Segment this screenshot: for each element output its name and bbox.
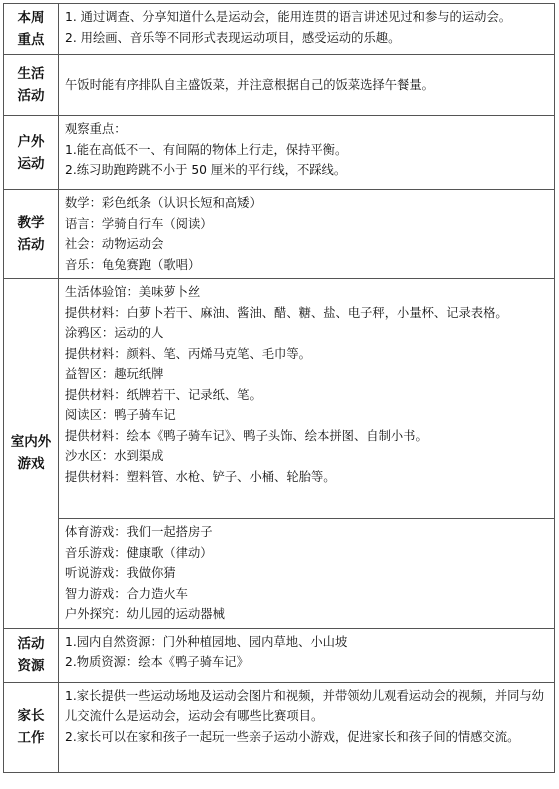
row-daily-life (4, 55, 555, 116)
content-line: 1. 通过调查、分享知道什么是运动会，能用连贯的语言讲述见过和参与的运动会。 (65, 10, 512, 24)
content-line: 沙水区：水到渠成 (65, 449, 164, 463)
content-resources (59, 628, 555, 682)
content-teaching (59, 190, 555, 279)
label-line: 游戏 (17, 456, 45, 473)
content-line: 智力游戏：合力造火车 (65, 586, 188, 601)
content-line: 提供材料：塑料管、水枪、铲子、小桶、轮胎等。 (65, 469, 336, 484)
content-line: 听说游戏：我做你猜 (65, 566, 176, 580)
content-line: 1.家长提供一些运动场地及运动会图片和视频，并带领幼儿观看运动会的视频，并同与幼儿交流什么是运动会，运动会有哪些比赛项目。 (65, 688, 545, 723)
row-resources (4, 628, 555, 682)
label-line: 资源 (17, 658, 45, 674)
row-outdoor (4, 116, 555, 190)
weekly-plan-table (3, 3, 555, 773)
content-line: 1.园内自然资源：门外种植园地、园内草地、小山坡 (65, 634, 348, 649)
label-teaching (4, 190, 59, 279)
label-line: 生活 (17, 66, 45, 82)
label-line: 本周 (17, 10, 45, 26)
content-line: 社会：动物运动会 (65, 237, 164, 251)
content-parents (59, 682, 555, 772)
content-line: 音乐游戏：健康歌（律动） (65, 545, 213, 560)
content-line: 提供材料：绘本《鸭子骑车记》、鸭子头饰、绘本拼图、自制小书。 (65, 428, 428, 443)
label-games (4, 279, 59, 629)
content-outdoor (59, 116, 555, 190)
label-line: 运动 (17, 155, 45, 172)
label-line: 户外 (17, 133, 45, 150)
label-line: 室内外 (10, 434, 52, 451)
label-line: 活动 (17, 636, 45, 652)
row-games-areas (4, 279, 555, 519)
content-line: 提供材料：纸牌若干、记录纸、笔。 (65, 387, 262, 402)
row-teaching (4, 190, 555, 279)
label-line: 工作 (17, 730, 45, 746)
content-line: 2.物质资源：绘本《鸭子骑车记》 (65, 655, 249, 669)
label-focus (4, 4, 59, 55)
content-daily-life (59, 55, 555, 116)
content-line: 阅读区：鸭子骑车记 (65, 408, 176, 422)
label-line: 活动 (17, 88, 45, 104)
row-games-play (4, 519, 555, 629)
content-line: 1.能在高低不一、有间隔的物体上行走，保持平衡。 (65, 142, 348, 157)
content-line: 益智区：趣玩纸牌 (65, 367, 164, 381)
content-line: 涂鸦区：运动的人 (65, 326, 164, 340)
content-line: 午饭时能有序排队自主盛饭菜，并注意根据自己的饭菜选择午餐量。 (65, 77, 434, 92)
content-line: 音乐：龟兔赛跑（歌唱） (65, 257, 201, 272)
content-line: 户外探究：幼儿园的运动器械 (65, 607, 225, 621)
row-focus (4, 4, 555, 55)
label-line: 家长 (17, 708, 45, 724)
label-outdoor (4, 116, 59, 190)
label-daily-life (4, 55, 59, 116)
content-focus (59, 4, 555, 55)
label-parents (4, 682, 59, 772)
content-line: 语言：学骑自行车（阅读） (65, 216, 213, 231)
row-parents (4, 682, 555, 772)
label-resources (4, 628, 59, 682)
content-games-play (59, 519, 555, 629)
content-line: 体育游戏：我们一起搭房子 (65, 525, 213, 539)
label-line: 教学 (17, 215, 45, 231)
label-line: 活动 (17, 237, 45, 253)
content-line: 2. 用绘画、音乐等不同形式表现运动项目，感受运动的乐趣。 (65, 30, 401, 45)
content-line: 2.练习助跑跨跳不小于 50 厘米的平行线，不踩线。 (65, 163, 347, 177)
content-line: 2.家长可以在家和孩子一起玩一些亲子运动小游戏，促进家长和孩子间的情感交流。 (65, 729, 520, 744)
content-line: 数学：彩色纸条（认识长短和高矮） (65, 196, 262, 210)
content-line: 提供材料：白萝卜若干、麻油、酱油、醋、糖、盐、电子秤，小量杯、记录表格。 (65, 305, 508, 320)
content-line: 观察重点： (65, 122, 127, 136)
content-line: 提供材料：颜料、笔、丙烯马克笔、毛巾等。 (65, 346, 311, 361)
content-games-areas (59, 279, 555, 519)
content-line: 生活体验馆：美味萝卜丝 (65, 285, 201, 299)
label-line: 重点 (17, 32, 45, 48)
